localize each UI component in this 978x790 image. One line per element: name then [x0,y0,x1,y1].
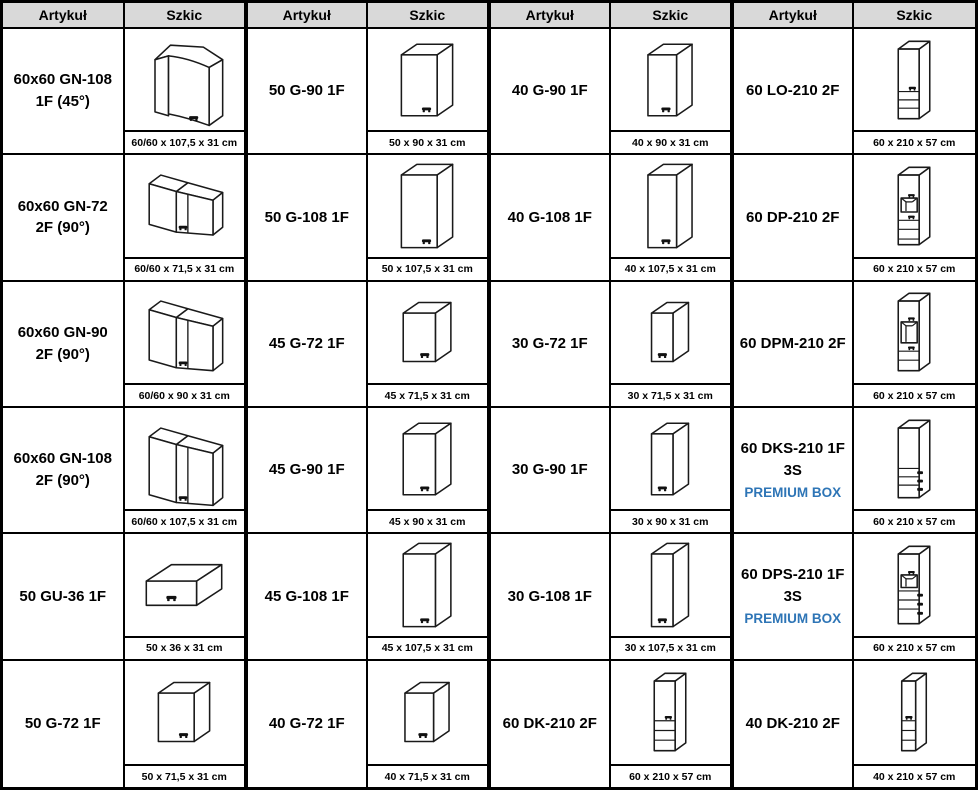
sketch-cell [368,408,490,534]
cabinet-sketch-tall-dpm [854,282,976,383]
article-code: 60 DKS-210 1F 3S [740,440,845,479]
article-cell [3,282,125,408]
dimensions-label: 40 x 107,5 x 31 cm [611,257,731,280]
sketch-cell [611,29,733,155]
cabinet-drawing [369,32,485,128]
article-cell [732,534,854,660]
article-code: 50 GU-36 1F [19,587,107,605]
dimensions-label: 50 x 107,5 x 31 cm [368,257,488,280]
article-code: 50 G-72 1F [24,714,101,732]
article-cell [489,408,611,534]
column-header-artykul: Artykuł [3,3,125,29]
cabinet-drawing [126,284,242,380]
column-header-artykul: Artykuł [732,3,854,29]
cabinet-sketch-corner45 [125,29,245,130]
sketch-cell [368,661,490,787]
dimensions-label: 45 x 71,5 x 31 cm [368,383,488,406]
cabinet-drawing [369,537,485,633]
sketch-cell [611,661,733,787]
dimensions-label: 60 x 210 x 57 cm [854,636,976,659]
dimensions-label: 45 x 107,5 x 31 cm [368,636,488,659]
cabinet-sketch-wall-40-90 [611,29,731,130]
cabinet-sketch-tall-lo [854,29,976,130]
sketch-cell [611,155,733,281]
article-cell [3,29,125,155]
cabinet-sketch-wall-50-108 [368,155,488,256]
article-code: 60x60 GN-90 2F (90°) [17,324,108,363]
cabinet-sketch-tall-dks [854,408,976,509]
cabinet-sketch-wall-40-108 [611,155,731,256]
cabinet-drawing [369,158,485,254]
sketch-cell [125,661,247,787]
article-cell [489,661,611,787]
dimensions-label: 50 x 36 x 31 cm [125,636,245,659]
dimensions-label: 60/60 x 107,5 x 31 cm [125,130,245,153]
article-code: 60x60 GN-108 1F (45°) [13,71,112,111]
article-cell [489,282,611,408]
dimensions-label: 45 x 90 x 31 cm [368,509,488,532]
article-cell [489,534,611,660]
article-cell [3,661,125,787]
cabinet-drawing [612,158,728,254]
sketch-cell [368,29,490,155]
article-code: 60 DP-210 2F [746,208,840,226]
sketch-cell [854,534,976,660]
cabinet-drawing [612,537,728,633]
article-code: 60x60 GN-108 2F (90°) [13,450,112,490]
sketch-cell [125,408,247,534]
sketch-cell [854,282,976,408]
sketch-cell [611,534,733,660]
cabinet-sketch-corner90-72 [125,155,245,256]
sketch-cell [368,282,490,408]
article-cell [732,29,854,155]
cabinet-drawing [126,537,242,633]
article-code: 45 G-108 1F [264,587,349,605]
dimensions-label: 40 x 210 x 57 cm [854,764,976,787]
sketch-cell [125,29,247,155]
sketch-cell [611,282,733,408]
cabinet-drawing [856,411,972,507]
article-code: 50 G-108 1F [264,208,349,226]
sketch-cell [854,408,976,534]
dimensions-label: 30 x 71,5 x 31 cm [611,383,731,406]
sketch-cell [125,155,247,281]
dimensions-label: 50 x 71,5 x 31 cm [125,764,245,787]
premium-box-label: PREMIUM BOX [744,484,842,500]
dimensions-label: 60/60 x 90 x 31 cm [125,383,245,406]
cabinet-drawing [369,664,485,760]
article-code: 40 G-108 1F [507,208,592,226]
article-cell [732,282,854,408]
sketch-cell [368,534,490,660]
cabinet-sketch-wall-30-108 [611,534,731,635]
dimensions-label: 60 x 210 x 57 cm [854,383,976,406]
dimensions-label: 60/60 x 71,5 x 31 cm [125,257,245,280]
dimensions-label: 60 x 210 x 57 cm [854,257,976,280]
cabinet-sketch-wall-50-72 [125,661,245,764]
dimensions-label: 50 x 90 x 31 cm [368,130,488,153]
sketch-cell [125,534,247,660]
article-cell [3,155,125,281]
article-cell [246,282,368,408]
cabinet-sketch-tall-dk-40 [854,661,976,764]
cabinet-drawing [856,537,972,633]
article-code: 30 G-72 1F [511,334,588,352]
cabinet-drawing [856,32,972,128]
dimensions-label: 60 x 210 x 57 cm [854,509,976,532]
column-header-szkic: Szkic [368,3,490,29]
column-header-szkic: Szkic [125,3,247,29]
article-code: 30 G-90 1F [511,461,588,479]
sketch-cell [854,29,976,155]
article-cell [489,155,611,281]
article-cell [246,408,368,534]
dimensions-label: 60 x 210 x 57 cm [854,130,976,153]
article-code: 60 DK-210 2F [502,714,597,732]
cabinet-drawing [612,32,728,128]
cabinet-sketch-corner90-108 [125,408,245,509]
cabinet-drawing [126,158,242,254]
cabinet-drawing [612,284,728,380]
article-cell [732,408,854,534]
column-header-szkic: Szkic [611,3,733,29]
cabinet-drawing [126,664,242,760]
article-code: 50 G-90 1F [268,82,345,100]
dimensions-label: 60/60 x 107,5 x 31 cm [125,509,245,532]
article-cell [489,29,611,155]
cabinet-sketch-wall-30-72 [611,282,731,383]
article-code: 40 DK-210 2F [745,714,840,732]
cabinet-sketch-horiz-gu [125,534,245,635]
dimensions-label: 40 x 90 x 31 cm [611,130,731,153]
column-header-artykul: Artykuł [489,3,611,29]
article-code: 45 G-72 1F [268,334,345,352]
cabinet-sketch-tall-dps [854,534,976,635]
sketch-cell [854,661,976,787]
cabinet-sketch-tall-dp [854,155,976,256]
article-cell [3,408,125,534]
article-code: 60 DPM-210 2F [739,334,846,352]
dimensions-label: 30 x 90 x 31 cm [611,509,731,532]
cabinet-drawing [856,158,972,254]
cabinet-sketch-tall-dk-60 [611,661,731,764]
cabinet-drawing [612,411,728,507]
dimensions-label: 40 x 71,5 x 31 cm [368,764,488,787]
cabinet-drawing [369,411,485,507]
article-code: 45 G-90 1F [268,461,345,479]
dimensions-label: 60 x 210 x 57 cm [611,764,731,787]
sketch-cell [854,155,976,281]
cabinet-drawing [856,284,972,380]
article-cell [246,534,368,660]
article-cell [732,155,854,281]
cabinet-sketch-wall-40-72 [368,661,488,764]
article-cell [246,661,368,787]
dimensions-label: 30 x 107,5 x 31 cm [611,636,731,659]
column-header-artykul: Artykuł [246,3,368,29]
premium-box-label: PREMIUM BOX [744,610,842,626]
article-code: 60x60 GN-72 2F (90°) [17,197,108,237]
cabinet-drawing [856,664,972,760]
article-code: 30 G-108 1F [507,587,592,605]
article-cell [3,534,125,660]
cabinet-sketch-corner90-90 [125,282,245,383]
article-code: 60 LO-210 2F [746,82,840,100]
cabinet-sketch-wall-50-90 [368,29,488,130]
cabinet-sketch-wall-30-90 [611,408,731,509]
cabinet-sketch-wall-45-108 [368,534,488,635]
cabinet-sketch-wall-45-72 [368,282,488,383]
article-code: 60 DPS-210 1F 3S [741,566,845,606]
cabinet-drawing [126,411,242,507]
sketch-cell [125,282,247,408]
cabinet-drawing [126,32,242,128]
cabinet-sketch-wall-45-90 [368,408,488,509]
cabinet-drawing [612,664,728,760]
cabinet-drawing [369,284,485,380]
column-header-szkic: Szkic [854,3,976,29]
article-code: 40 G-90 1F [511,82,588,100]
article-cell [732,661,854,787]
article-cell [246,155,368,281]
sketch-cell [368,155,490,281]
article-code: 40 G-72 1F [268,714,345,732]
article-cell [246,29,368,155]
sketch-cell [611,408,733,534]
